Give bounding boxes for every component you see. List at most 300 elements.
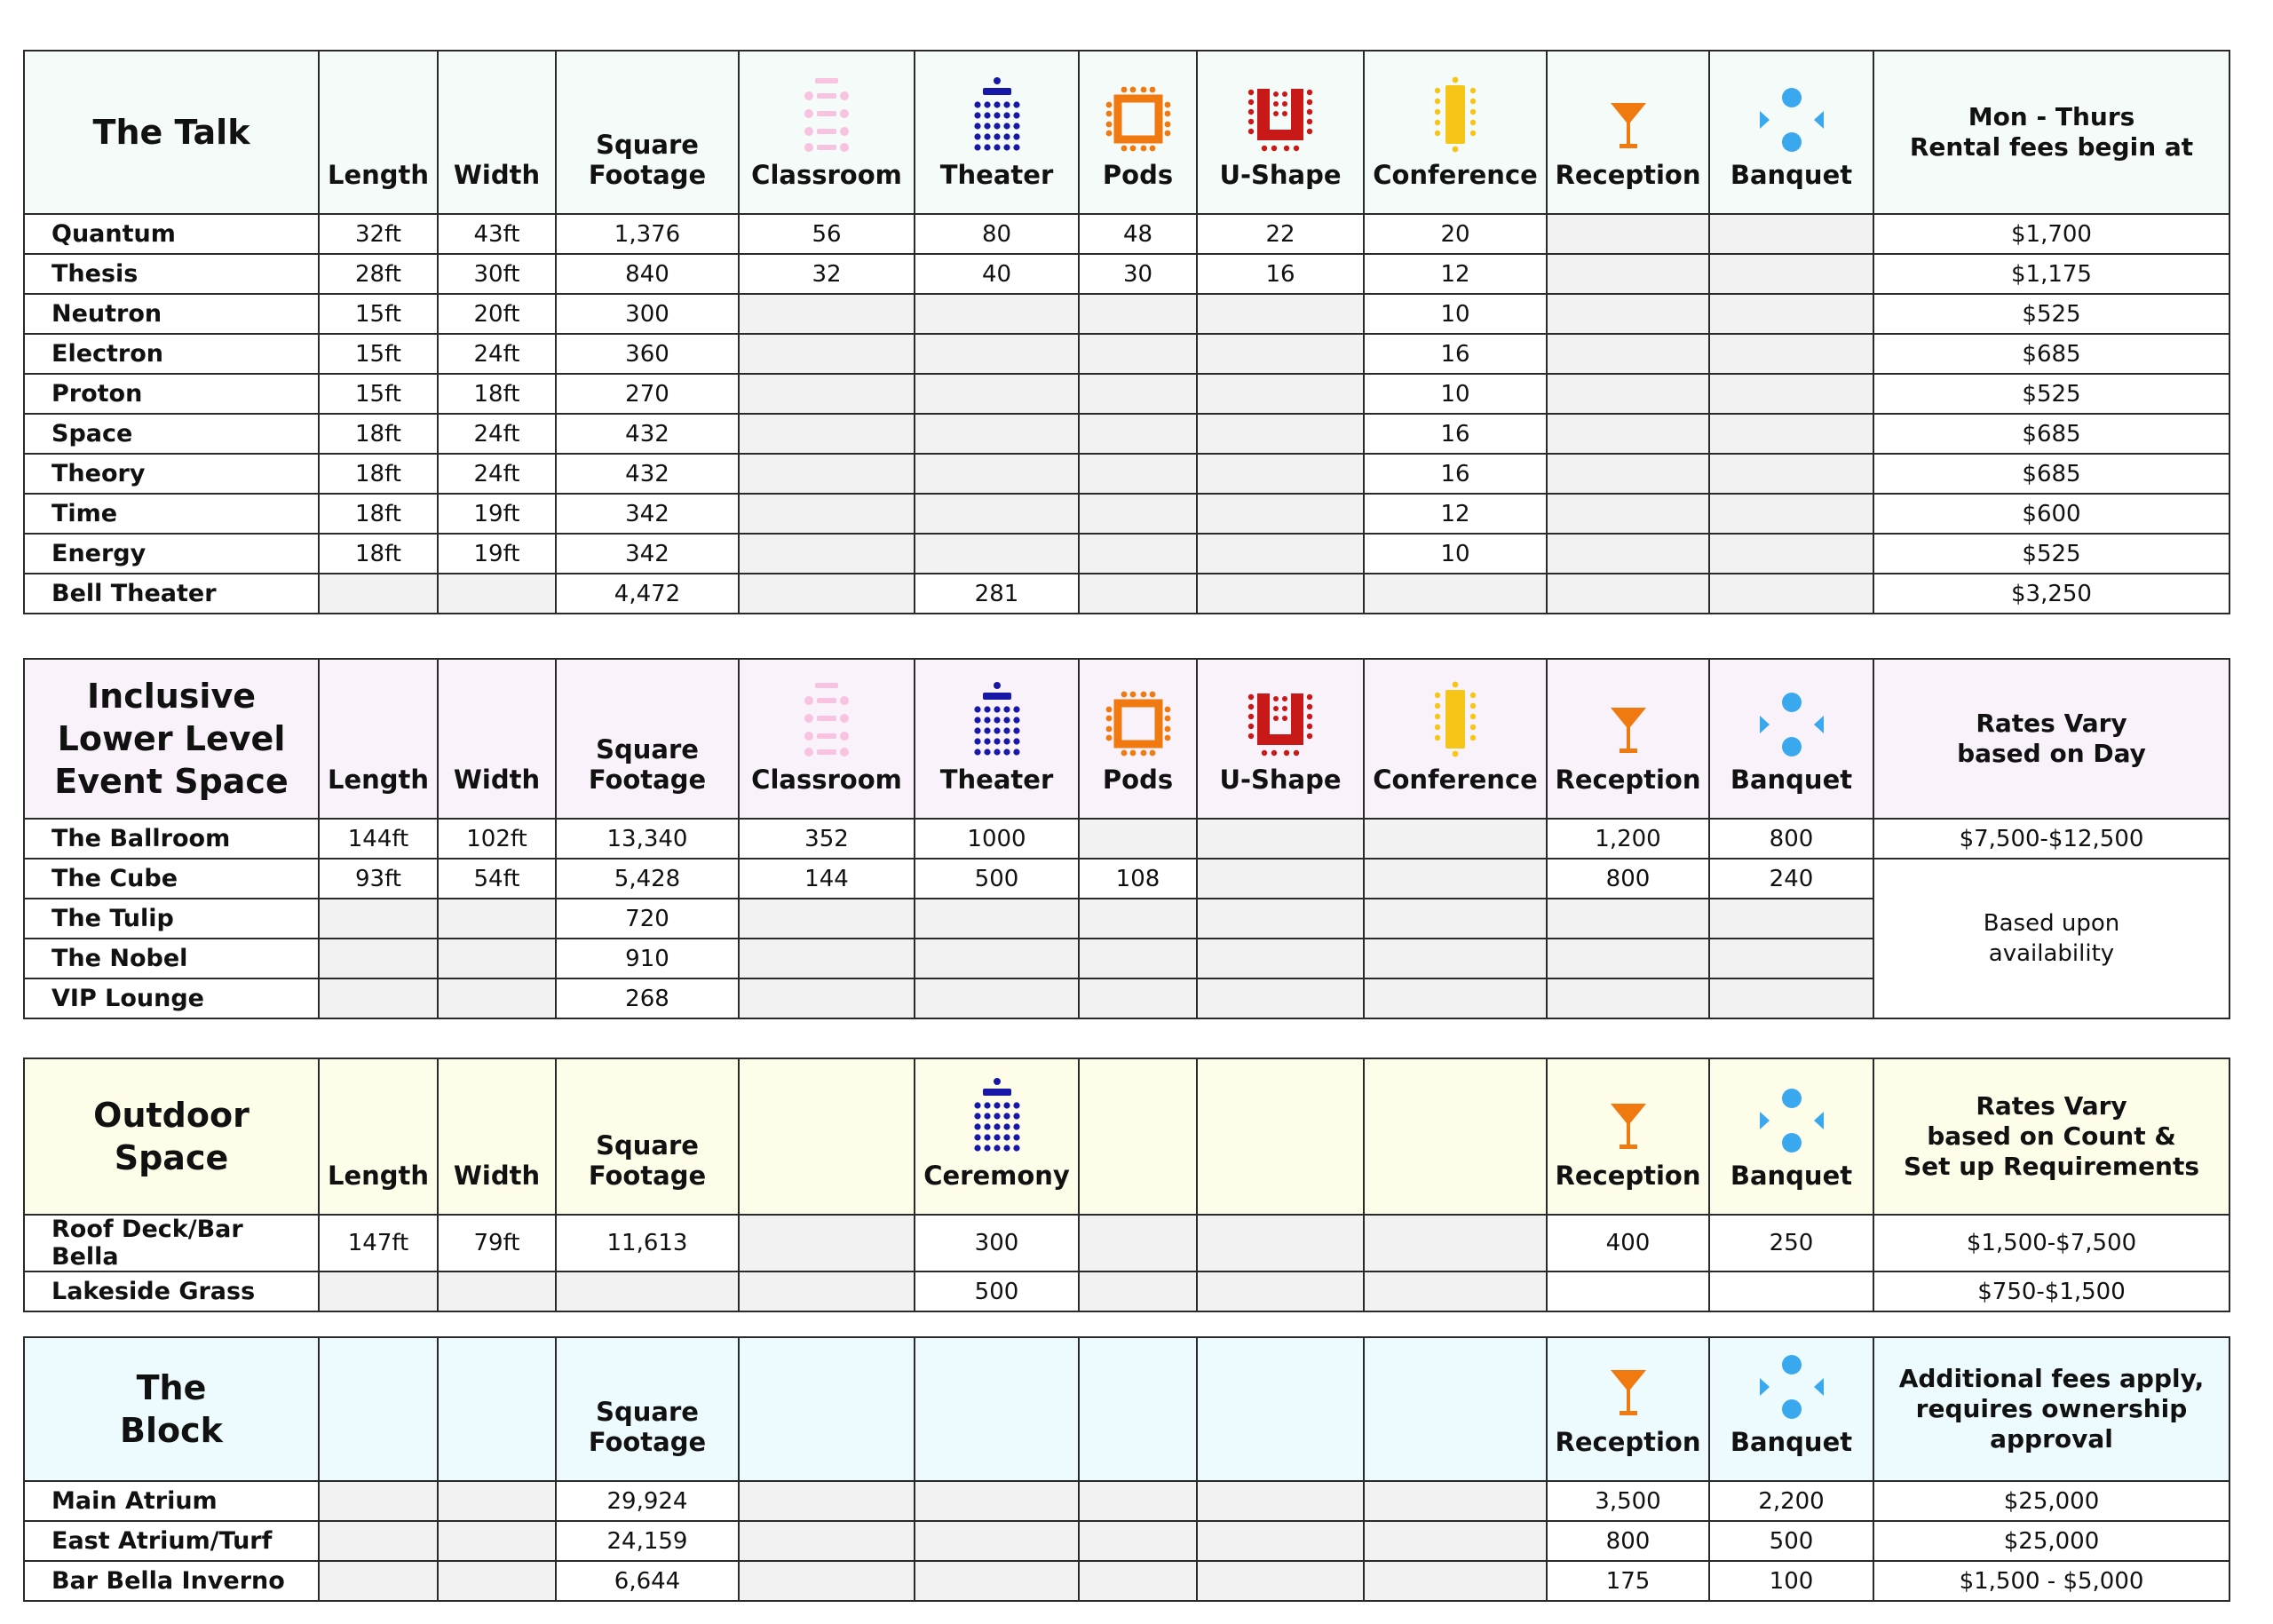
col-empty — [1364, 1058, 1547, 1215]
cell-sqft: 720 — [556, 899, 739, 939]
cell-pods — [1079, 939, 1197, 978]
cell-theater: 500 — [915, 859, 1079, 899]
cell-reception — [1547, 294, 1709, 334]
cell-length: 28ft — [319, 254, 438, 294]
cell-empty — [739, 1561, 915, 1601]
table-row — [24, 294, 2229, 334]
cell-theater — [915, 494, 1079, 534]
room-name: Electron — [24, 334, 319, 374]
cell-empty — [1079, 1521, 1197, 1561]
table-row — [24, 1215, 2229, 1271]
cell-ushape — [1197, 414, 1364, 454]
cell-theater — [915, 454, 1079, 494]
theater-icon — [970, 1077, 1024, 1153]
col-width: Width — [438, 51, 556, 214]
cell-ushape — [1197, 574, 1364, 614]
cell-ushape: 16 — [1197, 254, 1364, 294]
cell-empty — [438, 1481, 556, 1521]
cell-theater — [915, 294, 1079, 334]
cell-pods — [1079, 414, 1197, 454]
room-name: VIP Lounge — [24, 978, 319, 1018]
cell-width: 24ft — [438, 454, 556, 494]
col-empty — [1364, 1337, 1547, 1481]
cell-banquet — [1709, 494, 1873, 534]
cell-reception — [1547, 254, 1709, 294]
col-reception: Reception — [1547, 1058, 1709, 1215]
cell-empty — [1079, 1271, 1197, 1311]
table-row — [24, 859, 2229, 899]
cell-reception — [1547, 494, 1709, 534]
cell-width — [438, 978, 556, 1018]
cell-classroom: 144 — [739, 859, 915, 899]
cell-empty — [319, 1481, 438, 1521]
cell-banquet: 240 — [1709, 859, 1873, 899]
cell-empty — [1364, 1521, 1547, 1561]
cell-length: 15ft — [319, 334, 438, 374]
cell-pods — [1079, 574, 1197, 614]
cell-classroom — [739, 334, 915, 374]
cell-empty — [1079, 1481, 1197, 1521]
pods-icon — [1105, 690, 1172, 757]
room-name: Time — [24, 494, 319, 534]
cell-ushape — [1197, 819, 1364, 859]
col-empty — [1079, 1058, 1197, 1215]
col-square-footage: Square Footage — [556, 1058, 739, 1215]
cell-classroom — [739, 574, 915, 614]
conference-icon — [1433, 681, 1477, 757]
col-square-footage: Square Footage — [556, 1337, 739, 1481]
cell-empty — [1364, 1215, 1547, 1271]
cell-pods — [1079, 534, 1197, 574]
col-empty — [319, 1337, 438, 1481]
cell-reception — [1547, 939, 1709, 978]
cell-reception — [1547, 899, 1709, 939]
classroom-icon — [796, 76, 858, 153]
room-name: Proton — [24, 374, 319, 414]
col-width: Width — [438, 1058, 556, 1215]
table-row — [24, 454, 2229, 494]
cell-pods — [1079, 819, 1197, 859]
room-name: The Nobel — [24, 939, 319, 978]
room-name: Main Atrium — [24, 1481, 319, 1521]
cell-conference: 16 — [1364, 334, 1547, 374]
cell-ushape — [1197, 534, 1364, 574]
cell-theater: 80 — [915, 214, 1079, 254]
col-pods: Pods — [1079, 659, 1197, 819]
banquet-icon — [1758, 1354, 1826, 1420]
cell-length — [319, 939, 438, 978]
col-u-shape: U-Shape — [1197, 659, 1364, 819]
rate-value: $25,000 — [1873, 1481, 2229, 1521]
cell-length: 15ft — [319, 374, 438, 414]
col-pods: Pods — [1079, 51, 1197, 214]
cell-length: 18ft — [319, 414, 438, 454]
cell-length — [319, 978, 438, 1018]
col-square-footage: Square Footage — [556, 51, 739, 214]
cell-banquet: 500 — [1709, 1521, 1873, 1561]
cell-empty — [1197, 1521, 1364, 1561]
u-shape-icon — [1247, 85, 1314, 153]
cell-length — [319, 1271, 438, 1311]
cell-sqft: 6,644 — [556, 1561, 739, 1601]
cell-theater: 500 — [915, 1271, 1079, 1311]
col-empty — [739, 1337, 915, 1481]
cell-theater — [915, 978, 1079, 1018]
cell-conference — [1364, 939, 1547, 978]
cell-reception: 175 — [1547, 1561, 1709, 1601]
rate-value: $525 — [1873, 374, 2229, 414]
cell-pods: 108 — [1079, 859, 1197, 899]
cell-empty — [319, 1521, 438, 1561]
cell-length: 147ft — [319, 1215, 438, 1271]
cell-banquet — [1709, 978, 1873, 1018]
cell-sqft: 300 — [556, 294, 739, 334]
cell-length: 144ft — [319, 819, 438, 859]
cell-width: 30ft — [438, 254, 556, 294]
cell-length: 18ft — [319, 494, 438, 534]
cell-theater — [915, 334, 1079, 374]
cell-conference: 20 — [1364, 214, 1547, 254]
rate-value: $525 — [1873, 534, 2229, 574]
col-length: Length — [319, 51, 438, 214]
cell-length — [319, 899, 438, 939]
the-talk-table — [23, 50, 2230, 614]
availability-note: Based upon availability — [1873, 859, 2229, 1018]
room-name: Neutron — [24, 294, 319, 334]
cell-empty — [915, 1481, 1079, 1521]
cell-reception — [1547, 454, 1709, 494]
the-talk-rows — [24, 214, 2229, 614]
room-name: The Ballroom — [24, 819, 319, 859]
col-reception: Reception — [1547, 51, 1709, 214]
cell-classroom: 352 — [739, 819, 915, 859]
cell-empty — [739, 1271, 915, 1311]
col-rate: Mon - Thurs Rental fees begin at — [1873, 51, 2229, 214]
cell-width: 24ft — [438, 334, 556, 374]
cell-classroom — [739, 978, 915, 1018]
cell-sqft: 24,159 — [556, 1521, 739, 1561]
table-row — [24, 374, 2229, 414]
rate-value: $750-$1,500 — [1873, 1271, 2229, 1311]
rate-value: $525 — [1873, 294, 2229, 334]
lower-level-table — [23, 658, 2230, 1019]
classroom-icon — [796, 681, 858, 757]
cell-banquet: 800 — [1709, 819, 1873, 859]
col-square-footage: Square Footage — [556, 659, 739, 819]
banquet-icon — [1758, 692, 1826, 757]
col-rate: Rates Vary based on Count & Set up Requirements — [1873, 1058, 2229, 1215]
cell-sqft: 342 — [556, 534, 739, 574]
room-name: East Atrium/Turf — [24, 1521, 319, 1561]
col-reception: Reception — [1547, 659, 1709, 819]
col-conference: Conference — [1364, 51, 1547, 214]
table-row — [24, 254, 2229, 294]
cell-banquet — [1709, 334, 1873, 374]
cell-theater: 40 — [915, 254, 1079, 294]
cell-ushape: 22 — [1197, 214, 1364, 254]
table-row — [24, 334, 2229, 374]
table-row — [24, 414, 2229, 454]
col-rate: Rates Vary based on Day — [1873, 659, 2229, 819]
cell-conference: 10 — [1364, 294, 1547, 334]
cell-width — [438, 939, 556, 978]
col-theater: Theater — [915, 51, 1079, 214]
cocktail-glass-icon — [1609, 1100, 1648, 1153]
cell-conference — [1364, 899, 1547, 939]
rate-value: $1,700 — [1873, 214, 2229, 254]
cell-ushape — [1197, 494, 1364, 534]
cell-banquet — [1709, 939, 1873, 978]
cell-banquet: 250 — [1709, 1215, 1873, 1271]
cell-sqft: 270 — [556, 374, 739, 414]
cell-classroom — [739, 494, 915, 534]
cell-theater: 1000 — [915, 819, 1079, 859]
rate-value: $1,500-$7,500 — [1873, 1215, 2229, 1271]
cell-theater — [915, 374, 1079, 414]
room-name: The Tulip — [24, 899, 319, 939]
cell-sqft: 432 — [556, 414, 739, 454]
rate-value: $685 — [1873, 454, 2229, 494]
cell-empty — [1079, 1561, 1197, 1601]
table-row — [24, 494, 2229, 534]
table-row — [24, 1561, 2229, 1601]
cell-pods — [1079, 494, 1197, 534]
cell-empty — [1197, 1271, 1364, 1311]
room-name: Quantum — [24, 214, 319, 254]
cell-pods — [1079, 334, 1197, 374]
outdoor-space-rows — [24, 1215, 2229, 1311]
cell-banquet — [1709, 214, 1873, 254]
cell-pods — [1079, 978, 1197, 1018]
room-name: Bar Bella Inverno — [24, 1561, 319, 1601]
section-title: Outdoor Space — [24, 1058, 319, 1215]
cell-conference: 10 — [1364, 374, 1547, 414]
pods-icon — [1105, 85, 1172, 153]
cell-empty — [915, 1521, 1079, 1561]
cell-conference: 10 — [1364, 534, 1547, 574]
cell-length — [319, 574, 438, 614]
cell-empty — [1364, 1561, 1547, 1601]
cell-sqft: 840 — [556, 254, 739, 294]
cell-reception: 800 — [1547, 859, 1709, 899]
room-name: Lakeside Grass — [24, 1271, 319, 1311]
cell-conference: 16 — [1364, 414, 1547, 454]
col-empty — [438, 1337, 556, 1481]
cell-pods — [1079, 454, 1197, 494]
cell-conference: 12 — [1364, 494, 1547, 534]
cell-banquet — [1709, 1271, 1873, 1311]
cell-classroom — [739, 414, 915, 454]
cell-sqft: 29,924 — [556, 1481, 739, 1521]
cell-width: 24ft — [438, 414, 556, 454]
room-name: Energy — [24, 534, 319, 574]
rate-value: $1,175 — [1873, 254, 2229, 294]
table-row — [24, 1521, 2229, 1561]
cell-theater — [915, 939, 1079, 978]
section-title: Inclusive Lower Level Event Space — [24, 659, 319, 819]
col-banquet: Banquet — [1709, 51, 1873, 214]
rate-value: $7,500-$12,500 — [1873, 819, 2229, 859]
col-empty — [915, 1337, 1079, 1481]
cell-empty — [1197, 1215, 1364, 1271]
col-width: Width — [438, 659, 556, 819]
cell-reception — [1547, 374, 1709, 414]
cell-sqft: 13,340 — [556, 819, 739, 859]
cell-empty — [739, 1481, 915, 1521]
cell-width: 54ft — [438, 859, 556, 899]
cell-theater: 300 — [915, 1215, 1079, 1271]
theater-icon — [970, 76, 1024, 153]
room-name: Space — [24, 414, 319, 454]
rate-value: $3,250 — [1873, 574, 2229, 614]
cocktail-glass-icon — [1609, 704, 1648, 757]
cell-reception: 400 — [1547, 1215, 1709, 1271]
cell-banquet: 2,200 — [1709, 1481, 1873, 1521]
col-banquet: Banquet — [1709, 659, 1873, 819]
cell-pods: 48 — [1079, 214, 1197, 254]
cell-sqft: 11,613 — [556, 1215, 739, 1271]
room-name: Thesis — [24, 254, 319, 294]
room-name: Theory — [24, 454, 319, 494]
conference-icon — [1433, 76, 1477, 153]
cell-ushape — [1197, 899, 1364, 939]
theater-icon — [970, 681, 1024, 757]
cell-ushape — [1197, 374, 1364, 414]
col-empty — [739, 1058, 915, 1215]
section-title: The Block — [24, 1337, 319, 1481]
table-row — [24, 819, 2229, 859]
the-block-table — [23, 1336, 2230, 1602]
cell-empty — [1364, 1481, 1547, 1521]
cell-empty — [438, 1521, 556, 1561]
cell-ushape — [1197, 454, 1364, 494]
rate-value: $600 — [1873, 494, 2229, 534]
cell-banquet — [1709, 454, 1873, 494]
cell-conference — [1364, 574, 1547, 614]
cell-sqft: 342 — [556, 494, 739, 534]
cell-reception: 800 — [1547, 1521, 1709, 1561]
u-shape-icon — [1247, 690, 1314, 757]
room-name: Bell Theater — [24, 574, 319, 614]
cell-classroom: 56 — [739, 214, 915, 254]
cell-width: 18ft — [438, 374, 556, 414]
col-empty — [1197, 1337, 1364, 1481]
cell-length: 93ft — [319, 859, 438, 899]
table-row — [24, 1481, 2229, 1521]
cell-width — [438, 574, 556, 614]
cell-width: 79ft — [438, 1215, 556, 1271]
cell-length: 15ft — [319, 294, 438, 334]
cell-classroom: 32 — [739, 254, 915, 294]
cell-classroom — [739, 899, 915, 939]
cell-ushape — [1197, 978, 1364, 1018]
cell-empty — [739, 1215, 915, 1271]
cell-empty — [438, 1561, 556, 1601]
cell-banquet — [1709, 294, 1873, 334]
cell-width — [438, 1271, 556, 1311]
cell-ushape — [1197, 859, 1364, 899]
cell-sqft: 360 — [556, 334, 739, 374]
cell-length: 32ft — [319, 214, 438, 254]
cell-reception — [1547, 334, 1709, 374]
lower-level-rows — [24, 819, 2229, 1018]
rate-value: $25,000 — [1873, 1521, 2229, 1561]
cell-sqft — [556, 1271, 739, 1311]
cell-banquet — [1709, 374, 1873, 414]
the-block-rows — [24, 1481, 2229, 1601]
col-theater: Theater — [915, 659, 1079, 819]
cell-classroom — [739, 939, 915, 978]
cell-pods — [1079, 899, 1197, 939]
cell-empty — [1197, 1561, 1364, 1601]
cell-conference — [1364, 859, 1547, 899]
cell-width: 43ft — [438, 214, 556, 254]
cell-banquet: 100 — [1709, 1561, 1873, 1601]
cocktail-glass-icon — [1609, 1367, 1648, 1420]
cell-sqft: 432 — [556, 454, 739, 494]
cell-conference: 16 — [1364, 454, 1547, 494]
cell-classroom — [739, 454, 915, 494]
cell-width: 20ft — [438, 294, 556, 334]
table-row — [24, 214, 2229, 254]
rate-value: $685 — [1873, 334, 2229, 374]
table-row — [24, 1271, 2229, 1311]
section-title: The Talk — [24, 51, 319, 214]
cell-reception: 1,200 — [1547, 819, 1709, 859]
cell-reception — [1547, 574, 1709, 614]
room-name: Roof Deck/Bar Bella — [24, 1215, 319, 1271]
cell-width — [438, 899, 556, 939]
cell-conference — [1364, 819, 1547, 859]
cell-empty — [1197, 1481, 1364, 1521]
col-classroom: Classroom — [739, 51, 915, 214]
cell-ushape — [1197, 334, 1364, 374]
cell-reception: 3,500 — [1547, 1481, 1709, 1521]
cell-length: 18ft — [319, 534, 438, 574]
col-u-shape: U-Shape — [1197, 51, 1364, 214]
cell-pods: 30 — [1079, 254, 1197, 294]
cell-empty — [915, 1561, 1079, 1601]
cell-width: 102ft — [438, 819, 556, 859]
cocktail-glass-icon — [1609, 99, 1648, 153]
cell-theater — [915, 414, 1079, 454]
col-banquet: Banquet — [1709, 1337, 1873, 1481]
col-empty — [1079, 1337, 1197, 1481]
cell-sqft: 910 — [556, 939, 739, 978]
col-length: Length — [319, 659, 438, 819]
banquet-icon — [1758, 87, 1826, 153]
col-ceremony: Ceremony — [915, 1058, 1079, 1215]
cell-sqft: 4,472 — [556, 574, 739, 614]
cell-banquet — [1709, 574, 1873, 614]
table-row — [24, 574, 2229, 614]
col-length: Length — [319, 1058, 438, 1215]
cell-classroom — [739, 534, 915, 574]
cell-ushape — [1197, 939, 1364, 978]
cell-length: 18ft — [319, 454, 438, 494]
cell-banquet — [1709, 534, 1873, 574]
cell-pods — [1079, 374, 1197, 414]
col-reception: Reception — [1547, 1337, 1709, 1481]
table-row — [24, 534, 2229, 574]
cell-classroom — [739, 374, 915, 414]
cell-pods — [1079, 294, 1197, 334]
cell-banquet — [1709, 899, 1873, 939]
cell-empty — [1364, 1271, 1547, 1311]
cell-empty — [739, 1521, 915, 1561]
rate-value: $685 — [1873, 414, 2229, 454]
col-rate: Additional fees apply, requires ownership approval — [1873, 1337, 2229, 1481]
